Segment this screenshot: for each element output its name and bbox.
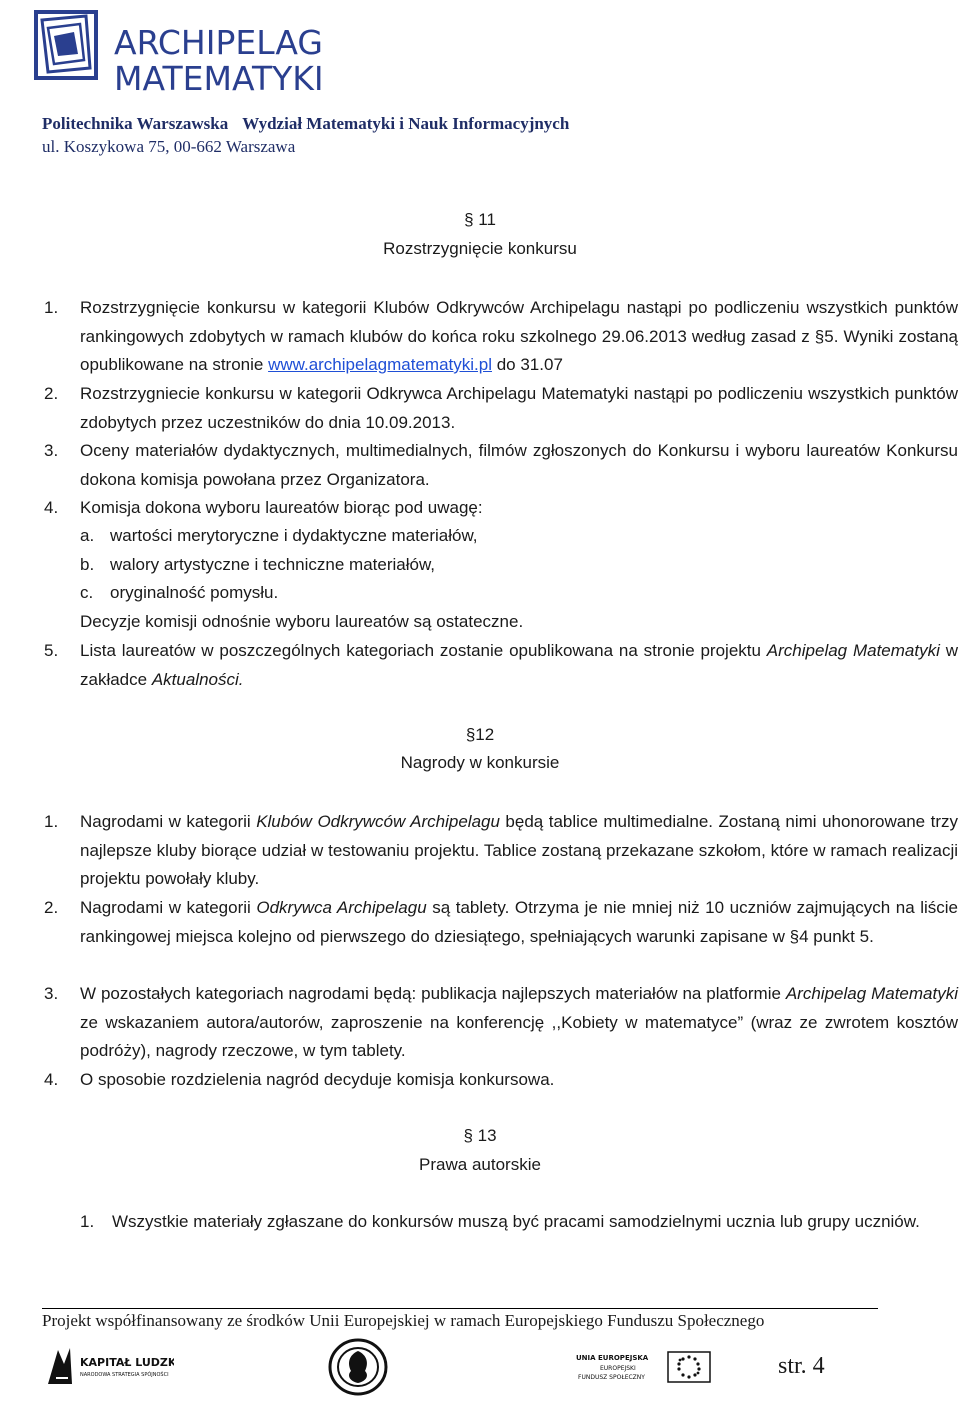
item-number: 1. [80, 1212, 95, 1231]
address-line: ul. Koszykowa 75, 00-662 Warszawa [42, 137, 296, 156]
item-number: 1. [44, 812, 59, 831]
decision-note: Decyzje komisji odnośnie wyboru laureatów są ostateczne. [80, 612, 524, 631]
section-13-title: Prawa autorskie [419, 1155, 541, 1174]
svg-text:EUROPEJSKI: EUROPEJSKI [600, 1365, 636, 1372]
section-12-title: Nagrody w konkursie [400, 753, 560, 772]
sub-letter: c. [80, 583, 94, 602]
s12-paragraph-1: Nagrodami w kategorii Klubów Odkrywców Archipelagu będą tablice multimedialne. Zostaną nimi uhonorowane trzy najlepsze kluby biorące udział w testowaniu projektu. Tablice zostaną przekazane szkołom, które w ramach realizacji projektu powołały kluby. [80, 812, 958, 888]
section-13-number: § 13 [463, 1126, 497, 1145]
cofinance-note: Projekt współfinansowany ze środków Unii Europejskiej w ramach Europejskiego Funduszu Społecznego [42, 1311, 765, 1330]
logo-line2: MATEMATYKI [114, 59, 324, 98]
archipelag-logo [34, 10, 334, 102]
section-11-number: § 11 [464, 210, 496, 229]
item-number: 5. [44, 641, 59, 660]
faculty-name: Wydział Matematyki i Nauk Informacyjnych [242, 114, 570, 133]
eu-logo [574, 1348, 714, 1388]
page-number: str. 4 [778, 1353, 825, 1379]
item-number: 2. [44, 384, 59, 403]
section-12-number: §12 [465, 725, 495, 744]
section-11-title: Rozstrzygnięcie konkursu [383, 239, 577, 258]
s11-paragraph-3: Oceny materiałów dydaktycznych, multimedialnych, filmów zgłoszonych do Konkursu i wyboru laureatów Konkursu dokona komisja powołana przez Organizatora. [80, 441, 958, 489]
s11-paragraph-1: Rozstrzygnięcie konkursu w kategorii Klubów Odkrywców Archipelagu nastąpi po podliczeniu wszystkich punktów rankingowych zdobytych w ramach klubów do końca roku szkolnego 29.06.2013 według zasad z §5. Wyniki zostaną opublikowane na stronie www.archipelagmatematyki.pl do 31.07 [80, 298, 958, 374]
eu-flag-icon [668, 1352, 710, 1382]
svg-text:NARODOWA STRATEGIA SPÓJNOŚCI: NARODOWA STRATEGIA SPÓJNOŚCI [80, 1372, 169, 1378]
s12-paragraph-3: W pozostałych kategoriach nagrodami będą: publikacja najlepszych materiałów na platformie Archipelag Matematyki ze wskazaniem autora/autorów, zaproszenie na konferencję ,,Kobiety w matematyce” (wraz ze zwrotem kosztów podróży), nagrody rzeczowe, w tym tablety. [80, 984, 958, 1060]
university-name: Politechnika Warszawska [42, 114, 229, 133]
sub-letter: b. [80, 555, 95, 574]
logo-line1: ARCHIPELAG [114, 23, 323, 62]
archipelag-link[interactable]: www.archipelagmatematyki.pl [268, 355, 492, 374]
emblem-logo [327, 1337, 389, 1397]
kapital-ludzki-icon [48, 1348, 72, 1384]
eagle-emblem-icon [327, 1337, 389, 1397]
svg-text:KAPITAŁ LUDZKI: KAPITAŁ LUDZKI [80, 1356, 174, 1369]
criterion-a: wartości merytoryczne i dydaktyczne materiałów, [110, 526, 478, 545]
svg-text:FUNDUSZ SPOŁECZNY: FUNDUSZ SPOŁECZNY [578, 1374, 645, 1381]
logo-square-icon [36, 12, 96, 78]
item-number: 1. [44, 298, 59, 317]
footer-divider [42, 1308, 878, 1309]
item-number: 4. [44, 498, 59, 517]
s12-paragraph-4: O sposobie rozdzielenia nagród decyduje komisja konkursowa. [80, 1070, 555, 1089]
s11-paragraph-5: Lista laureatów w poszczególnych kategoriach zostanie opublikowana na stronie projektu Archipelag Matematyki w zakładce Aktualności. [80, 641, 958, 689]
s11-paragraph-2: Rozstrzygniecie konkursu w kategorii Odkrywca Archipelagu Matematyki nastąpi po podliczeniu wszystkich punktów zdobytych przez uczestników do dnia 10.09.2013. [80, 384, 958, 432]
criterion-b: walory artystyczne i techniczne materiałów, [110, 555, 436, 574]
s11-paragraph-4: Komisja dokona wyboru laureatów biorąc pod uwagę: [80, 498, 483, 517]
s12-paragraph-2: Nagrodami w kategorii Odkrywca Archipelagu są tablety. Otrzyma je nie mniej niż 10 uczniów zajmujących na liście rankingowej miejsca kolejno od pierwszego do dziesiątego, spełniających warunki zapisane w §4 punkt 5. [80, 898, 958, 946]
criterion-c: oryginalność pomysłu. [110, 583, 279, 602]
item-number: 4. [44, 1070, 59, 1089]
item-number: 2. [44, 898, 59, 917]
svg-text:UNIA EUROPEJSKA: UNIA EUROPEJSKA [576, 1354, 649, 1362]
item-number: 3. [44, 441, 59, 460]
sub-letter: a. [80, 526, 95, 545]
s13-paragraph-1: Wszystkie materiały zgłaszane do konkursów muszą być pracami samodzielnymi ucznia lub grupy uczniów. [112, 1212, 920, 1231]
kapital-ludzki-logo [44, 1344, 174, 1388]
item-number: 3. [44, 984, 59, 1003]
institution-line [42, 114, 569, 134]
